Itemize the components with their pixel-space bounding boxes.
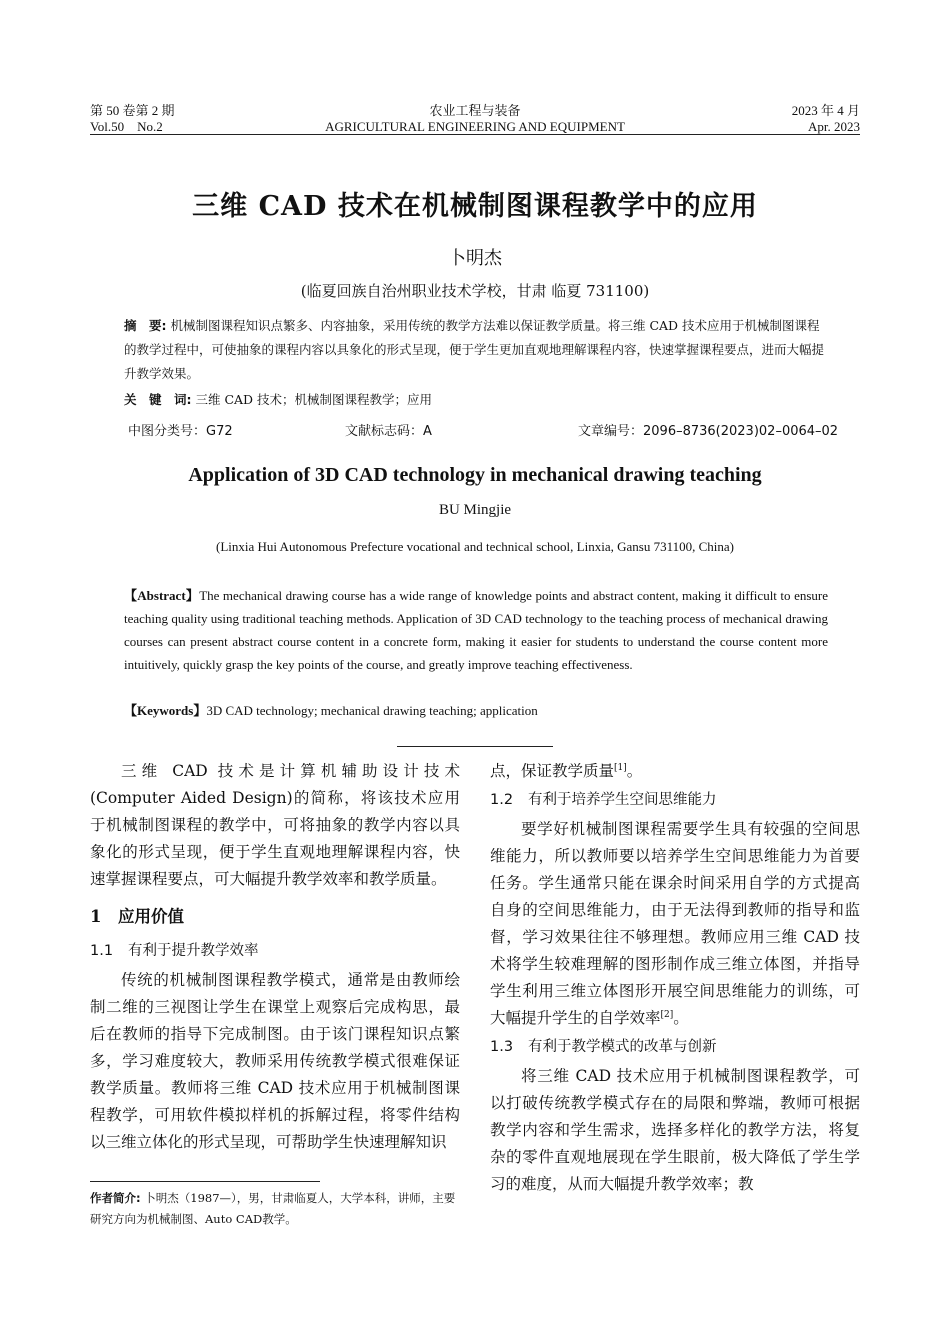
section-1-1-heading <box>90 938 460 965</box>
section-1-1-paragraph: 传统的机械制图课程教学模式，通常是由教师绘制二维的三视图让学生在课堂上观察后完成构思，最后在教师的指导下完成制图。由于该门课程知识点繁多，学习难度较大，教师采用传统教学模式很难保证教学质量。教师将三维 CAD 技术应用于机械制图课程教学，可用软件模拟样机的拆解过程，将零件结构以三维立体化的形式呈现，可帮助学生快速理解知识 <box>90 971 460 1151</box>
paper-author: 卜明杰 <box>448 248 502 269</box>
english-title: Application of 3D CAD technology in mechanical drawing teaching <box>188 464 762 486</box>
continuation-text: 点，保证教学质量 <box>490 762 615 780</box>
header-rule <box>90 134 860 135</box>
journal-volume-en: Vol.50 No.2 <box>90 119 163 134</box>
document-code: 文献标志码：A <box>345 424 432 439</box>
body-column-right <box>490 758 860 1198</box>
section-1-2-end: 。 <box>673 1009 689 1027</box>
reference-2[interactable]: [2] <box>660 1009 674 1020</box>
continuation-end: 。 <box>626 762 643 780</box>
intro-paragraph: 三维 CAD 技术是计算机辅助设计技术(Computer Aided Design)的简称，将该技术应用于机械制图课程的教学中，可将抽象的教学内容以具象化的形式呈现，便于学生直观地理解课程内容，快速掌握课程要点，可大幅提升教学效率和教学质量。 <box>90 762 460 888</box>
journal-name-en: AGRICULTURAL ENGINEERING AND EQUIPMENT <box>325 119 625 134</box>
english-author: BU Mingjie <box>438 502 512 518</box>
section-1-2-title: 有利于培养学生空间思维能力 <box>528 792 717 808</box>
paper-affiliation: (临夏回族自治州职业技术学校，甘肃 临夏 731100) <box>300 282 650 300</box>
english-keywords-label: 【Keywords】 <box>124 703 207 718</box>
english-abstract-label: 【Abstract】 <box>124 588 200 603</box>
article-number: 文章编号：2096–8736(2023)02–0064–02 <box>578 424 839 439</box>
keywords-zh-label: 关 键 词: <box>124 392 192 407</box>
body-column-left <box>90 758 460 1156</box>
section-1-3-heading <box>490 1034 860 1061</box>
section-1-2-paragraph <box>490 816 860 1032</box>
english-abstract <box>124 584 828 676</box>
english-keywords-text: 3D CAD technology; mechanical drawing teaching; application <box>206 703 538 718</box>
section-1-1-title: 有利于提升教学效率 <box>128 943 259 959</box>
english-keywords <box>124 700 828 719</box>
section-1-1-number: 1.1 <box>90 943 114 959</box>
keywords-zh-text: 三维 CAD 技术；机械制图课程教学；应用 <box>195 392 433 407</box>
section-1-3-title: 有利于教学模式的改革与创新 <box>528 1039 717 1055</box>
section-1-3-number: 1.3 <box>490 1039 514 1055</box>
journal-volume-zh: 第 50 卷第 2 期 <box>90 103 175 118</box>
section-1-2-number: 1.2 <box>490 792 514 808</box>
journal-name-zh: 农业工程与装备 <box>429 103 521 118</box>
section-1-1-continuation <box>490 758 860 785</box>
keywords-zh <box>124 388 828 412</box>
english-abstract-text: The mechanical drawing course has a wide range of knowledge points and abstract content, making it difficult to ensure teaching quality using traditional teaching methods. Application of 3D CAD technology to the teaching process of mechanical drawing courses can present abstract course content in a concrete form, making it easier for students to understand the course content more intuitively, quickly grasp the key points of the course, and greatly improve teaching effectiveness. <box>124 588 828 672</box>
issue-date-zh: 2023 年 4 月 <box>791 103 860 118</box>
abstract-zh-label: 摘 要: <box>124 318 167 333</box>
section-1-2-text: 要学好机械制图课程需要学生具有较强的空间思维能力，所以教师要以培养学生空间思维能力为首要任务。学生通常只能在课余时间采用自学的方式提高自身的空间思维能力，由于无法得到教师的指导和监督，学习效果往往不够理想。教师应用三维 CAD 技术将学生较难理解的图形制作成三维立体图，并指导学生利用三维立体图形开展空间思维能力的训练，可大幅提升学生的自学效率 <box>490 820 860 1027</box>
reference-1[interactable]: [1] <box>614 762 627 773</box>
section-1-2-heading <box>490 787 860 814</box>
abstract-zh-text: 机械制图课程知识点繁多、内容抽象，采用传统的教学方法难以保证教学质量。将三维 CAD 技术应用于机械制图课程的教学过程中，可使抽象的课程内容以具象化的形式呈现，便于学生更加直观地理解课程内容，快速掌握课程要点，进而大幅提升教学效果。 <box>124 318 825 381</box>
section-1-heading: 1 应用价值 <box>90 907 184 926</box>
author-footnote <box>90 1188 460 1230</box>
footnote-text: 卜明杰（1987—），男，甘肃临夏人，大学本科，讲师，主要研究方向为机械制图、Auto CAD教学。 <box>90 1191 456 1226</box>
abstract-zh <box>124 314 828 386</box>
footnote-label: 作者简介: <box>90 1191 141 1205</box>
footnote-rule <box>90 1181 320 1182</box>
english-affiliation: (Linxia Hui Autonomous Prefecture vocational and technical school, Linxia, Gansu 731100, China) <box>216 539 734 554</box>
section-1-3-paragraph: 将三维 CAD 技术应用于机械制图课程教学，可以打破传统教学模式存在的局限和弊端，教师可根据教学内容和学生需求，选择多样化的教学方法，将复杂的零件直观地展现在学生眼前，极大降低了学生学习的难度，从而大幅提升教学效率；教 <box>490 1067 860 1193</box>
issue-date-en: Apr. 2023 <box>808 119 860 134</box>
paper-title: 三维 CAD 技术在机械制图课程教学中的应用 <box>192 191 758 222</box>
section-separator <box>397 746 553 747</box>
clc-number: 中图分类号：G72 <box>128 424 233 439</box>
